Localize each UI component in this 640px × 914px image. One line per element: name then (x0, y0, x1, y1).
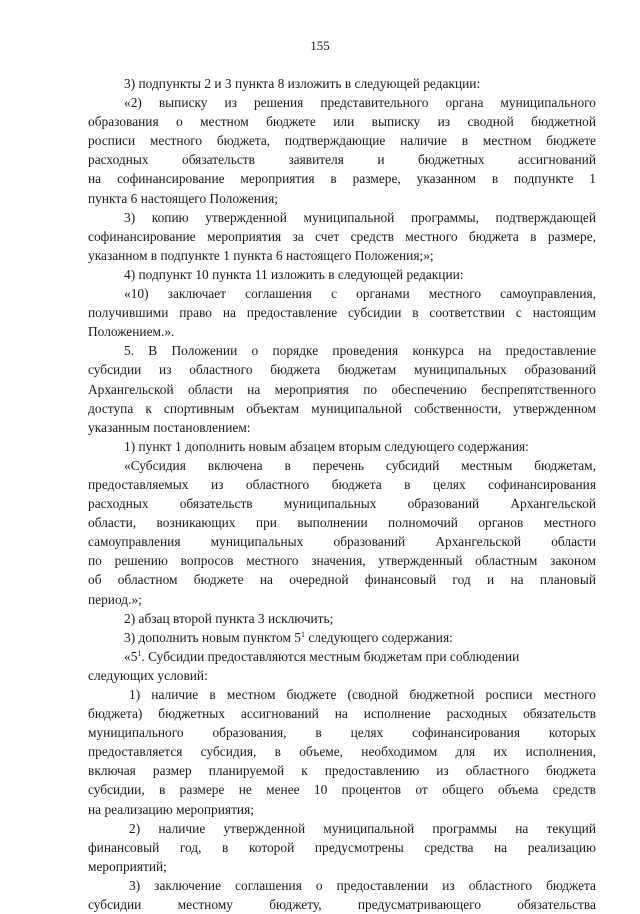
text-line: «2) выписку из решения представительного органа муниципального (124, 95, 596, 111)
page-body (88, 74, 596, 914)
text-line: 3) копию утвержденной муниципальной программы, подтверждающей (124, 209, 596, 225)
text-line: расходных обязательств муниципальных образований Архангельской (88, 496, 596, 512)
text-line: муниципального образования, в целях софинансирования которых (88, 725, 596, 741)
text-line: следующих условий: (88, 667, 208, 683)
text-line (88, 628, 596, 647)
text-line: субсидии из областного бюджета бюджетам муниципальных образований (88, 362, 596, 378)
text-line: по решению вопросов местного значения, утвержденный областным законом (88, 553, 596, 569)
text-line: указанным постановлением: (88, 419, 251, 435)
text-line: 1) наличие в местном бюджете (сводной бюджетной росписи местного (129, 687, 596, 702)
superscript: 1 (137, 648, 142, 658)
text-line: на софинансирование мероприятия в размере, указанном в подпункте 1 (88, 171, 596, 187)
text-line: расходных обязательств заявителя и бюджетных ассигнований (88, 152, 596, 168)
text-line: об областном бюджете на очередной финансовый год и на плановый (88, 572, 596, 588)
text-line: финансовый год, в которой предусмотрены средства на реализацию (88, 839, 596, 855)
text-line: включая размер планируемой к предоставлению из областного бюджета (88, 763, 596, 779)
superscript: 1 (301, 629, 306, 639)
text-line: самоуправления муниципальных образований Архангельской области (88, 534, 596, 550)
text-line: субсидии, в размере не менее 10 процентов от общего объема средств (88, 782, 596, 798)
text-line: получившими право на предоставление субсидии в соответствии с настоящим (88, 305, 596, 321)
text-line: мероприятий; (88, 858, 167, 874)
text-line: доступа к спортивным объектам муниципальной собственности, утвержденном (88, 400, 596, 416)
page-number: 155 (310, 38, 330, 53)
text-line: указанном в подпункте 1 пункта 6 настоящего Положения;»; (88, 247, 434, 263)
text-line: 3) подпункты 2 и 3 пункта 8 изложить в следующей редакции: (124, 76, 481, 91)
text-line: 2) абзац второй пункта 3 исключить; (124, 610, 334, 626)
text-line: росписи местного бюджета, подтверждающие наличие в местном бюджете (88, 133, 596, 149)
text-line (88, 647, 596, 666)
text-line: бюджета) бюджетных ассигнований на исполнение расходных обязательств (88, 706, 596, 722)
text-line: образования о местном бюджете или выписку из сводной бюджетной (88, 114, 596, 130)
text-line: софинансирование мероприятия за счет средств местного бюджета в размере, (88, 228, 596, 244)
text-fragment: следующего содержания: (305, 629, 453, 645)
text-line: 5. В Положении о порядке проведения конкурса на предоставление (124, 343, 596, 359)
text-fragment: «5 (124, 648, 138, 664)
text-line: предоставляется субсидия, в объеме, необходимом для их исполнения, (88, 744, 596, 760)
text-line: Архангельской области на мероприятия по обеспечению беспрепятственного (88, 381, 596, 397)
text-line: субсидии местному бюджету, предусматривающего обязательства (88, 897, 596, 913)
text-line: «Субсидия включена в перечень субсидий местным бюджетам, (124, 457, 596, 473)
text-line: предоставляемых из областного бюджета в целях софинансирования (88, 476, 596, 492)
text-line: 4) подпункт 10 пункта 11 изложить в следующей редакции: (124, 266, 464, 282)
text-line: 3) заключение соглашения о предоставлении из областного бюджета (129, 877, 596, 893)
text-fragment: . Субсидии предоставляются местным бюджетам при соблюдении (141, 648, 520, 664)
text-line: период.»; (88, 591, 142, 607)
text-fragment: 3) дополнить новым пунктом 5 (124, 629, 302, 645)
text-line: области, возникающих при выполнении полномочий органов местного (88, 515, 596, 531)
text-line: Положением.». (88, 324, 175, 340)
text-line: 1) пункт 1 дополнить новым абзацем вторым следующего содержания: (124, 438, 529, 454)
text-line: 2) наличие утвержденной муниципальной программы на текущий (129, 820, 596, 836)
text-line: пункта 6 настоящего Положения; (88, 190, 278, 206)
text-line: на реализацию мероприятия; (88, 801, 254, 817)
text-line: «10) заключает соглашения с органами местного самоуправления, (124, 286, 596, 302)
